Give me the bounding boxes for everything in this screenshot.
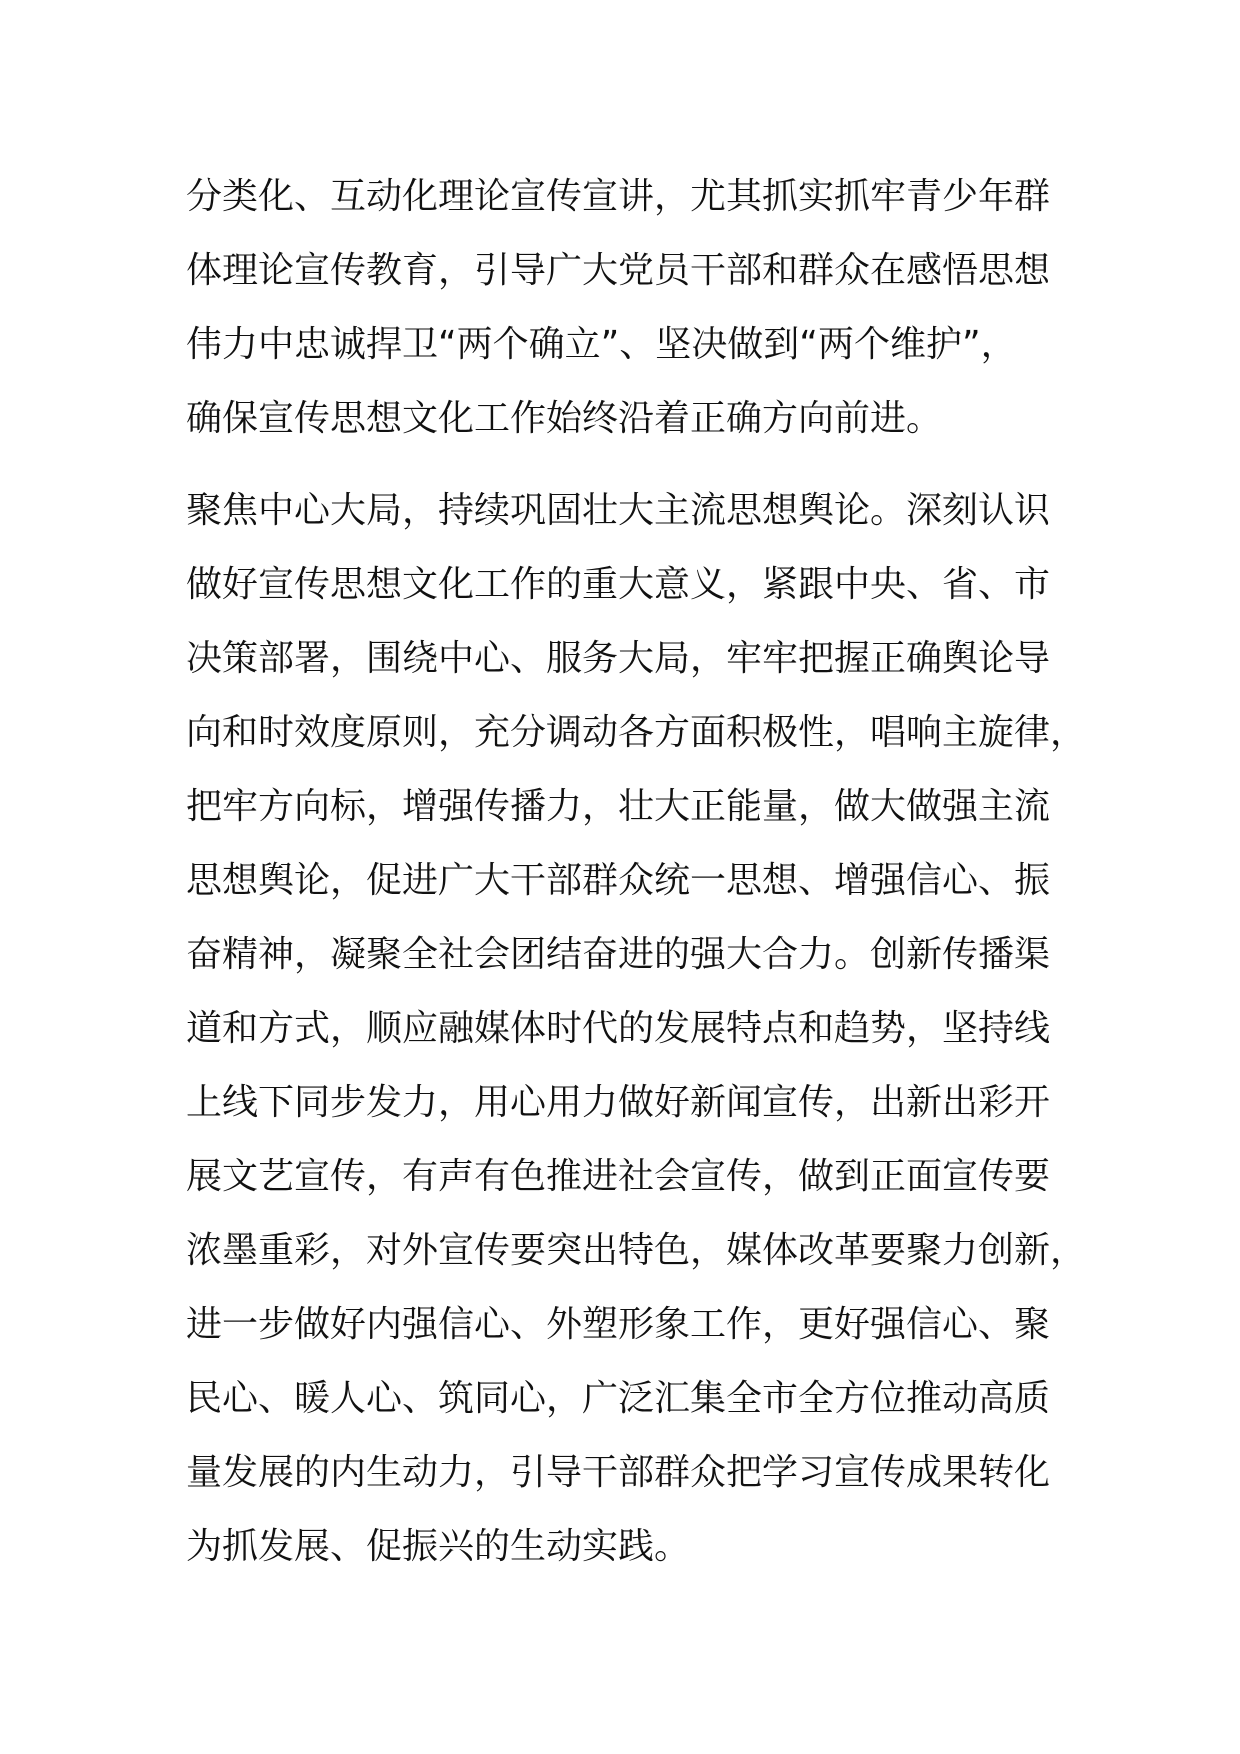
paragraph-line: 向和时效度原则，充分调动各方面积极性，唱响主旋律，: [186, 712, 1087, 753]
paragraph-2: [186, 474, 1086, 1584]
paragraph-line: 道和方式，顺应融媒体时代的发展特点和趋势，坚持线: [186, 1008, 1051, 1049]
paragraph-line: 进一步做好内强信心、外塑形象工作，更好强信心、聚: [186, 1304, 1051, 1345]
paragraph-line: 把牢方向标，增强传播力，壮大正能量，做大做强主流: [186, 786, 1051, 827]
paragraph-line: 确保宣传思想文化工作始终沿着正确方向前进。: [186, 398, 943, 439]
paragraph-line: 为抓发展、促振兴的生动实践。: [186, 1526, 691, 1567]
paragraph-1: [186, 160, 1086, 456]
paragraph-line: 浓墨重彩，对外宣传要突出特色，媒体改革要聚力创新，: [186, 1230, 1087, 1271]
paragraph-line: 做好宣传思想文化工作的重大意义，紧跟中央、省、市: [186, 564, 1051, 605]
paragraph-line: 民心、暖人心、筑同心，广泛汇集全市全方位推动高质: [186, 1378, 1051, 1419]
paragraph-line: 伟力中忠诚捍卫“两个确立”、坚决做到“两个维护”，: [186, 324, 1017, 365]
paragraph-line: 分类化、互动化理论宣传宣讲，尤其抓实抓牢青少年群: [186, 176, 1051, 217]
paragraph-line: 决策部署，围绕中心、服务大局，牢牢把握正确舆论导: [186, 638, 1051, 679]
paragraph-line: 思想舆论，促进广大干部群众统一思想、增强信心、振: [186, 860, 1051, 901]
paragraph-line: 聚焦中心大局，持续巩固壮大主流思想舆论。深刻认识: [186, 490, 1051, 531]
paragraph-line: 上线下同步发力，用心用力做好新闻宣传，出新出彩开: [186, 1082, 1051, 1123]
paragraph-line: 展文艺宣传，有声有色推进社会宣传，做到正面宣传要: [186, 1156, 1051, 1197]
paragraph-line: 体理论宣传教育，引导广大党员干部和群众在感悟思想: [186, 250, 1051, 291]
paragraph-line: 奋精神，凝聚全社会团结奋进的强大合力。创新传播渠: [186, 934, 1051, 975]
paragraph-line: 量发展的内生动力，引导干部群众把学习宣传成果转化: [186, 1452, 1051, 1493]
